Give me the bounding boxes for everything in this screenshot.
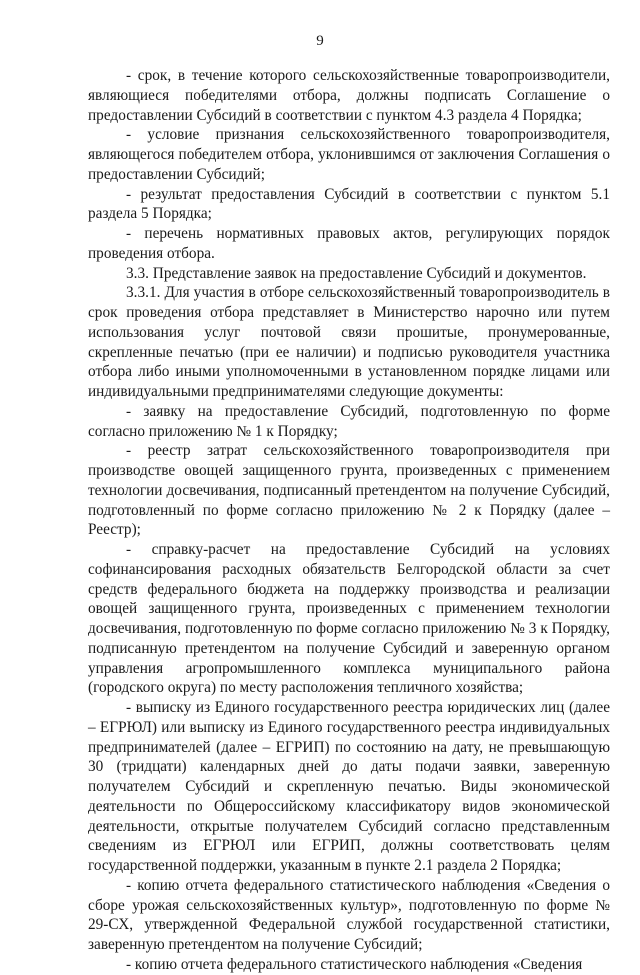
paragraph-subsidy-result: - результат предоставления Субсидий в соответствии с пунктом 5.1 раздела 5 Порядка; xyxy=(88,185,610,223)
list-item-application: - заявку на предоставление Субсидий, подготовленную по форме согласно приложению № 1 к Порядку; xyxy=(88,402,610,440)
list-item-calculation-certificate: - справку-расчет на предоставление Субсидий на условиях софинансирования расходных обязательств Белгородской области за счет средств федерального бюджета на поддержку производства и реализации овощей защищенного грунта, произведенных с применением технологии досвечивания, подготовленную по форме согласно приложению № 3 к Порядку, подписанную претендентом на получение Субсидий и заверенную органом управления агропромышленного комплекса муниципального района (городского округа) по месту расположения тепличного хозяйства; xyxy=(88,541,610,697)
page-number: 9 xyxy=(316,33,324,49)
list-item-cost-registry: - реестр затрат сельскохозяйственного товаропроизводителя при производстве овощей защищенного грунта, произведенных с применением технологии досвечивания, подписанный претендентом на получение Субсидий, подготовленный по форме согласно приложению № 2 к Порядку (далее – Реестр); xyxy=(88,442,610,539)
list-item-registry-extract: - выписку из Единого государственного реестра юридических лиц (далее – ЕГРЮЛ) или выписку из Единого государственного реестра индивидуальных предпринимателей (далее – ЕГРИП) по состоянию на дату, не превышающую 30 (тридцати) календарных дней до даты подачи заявки, заверенную получателем Субсидий и скрепленную печатью. Виды экономической деятельности по Общероссийскому классификатору видов экономической деятельности, открытые получателем Субсидий согласно представленным сведениям из ЕГРЮЛ или ЕГРИП, должны соответствовать целям государственной поддержки, указанным в пункте 2.1 раздела 2 Порядка; xyxy=(88,699,610,874)
list-item-statistics-report: - копию отчета федерального статистического наблюдения «Сведения xyxy=(126,955,583,973)
paragraph-legal-acts: - перечень нормативных правовых актов, регулирующих порядок проведения отбора. xyxy=(88,225,610,262)
paragraph-3-3-1: 3.3.1. Для участия в отборе сельскохозяйственный товаропроизводитель в срок проведения отбора представляет в Министерство нарочно или путем использования услуг почтовой связи прошитые, пронумерованные, скрепленные печатью (при ее наличии) и подписью руководителя участника отбора либо иными уполномоченными в установленном порядке лицами или индивидуальными предпринимателями следующие документы: xyxy=(88,284,610,400)
section-heading-3-3: 3.3. Представление заявок на предоставление Субсидий и документов. xyxy=(126,264,587,282)
paragraph-evasion-condition: - условие признания сельскохозяйственного товаропроизводителя, являющегося победителем отбора, уклонившимся от заключения Соглашения о предоставлении Субсидий; xyxy=(88,126,610,183)
document-body xyxy=(88,66,610,975)
paragraph-deadline-signing: - срок, в течение которого сельскохозяйственные товаропроизводители, являющиеся победителями отбора, должны подписать Соглашение о предоставлении Субсидий в соответствии с пунктом 4.3 раздела 4 Порядка; xyxy=(88,67,610,124)
list-item-harvest-report: - копию отчета федерального статистического наблюдения «Сведения о сборе урожая сельскохозяйственных культур», подготовленную по форме № 29-СХ, утвержденной Федеральной службой государственной статистики, заверенную претендентом на получение Субсидий; xyxy=(88,876,610,953)
